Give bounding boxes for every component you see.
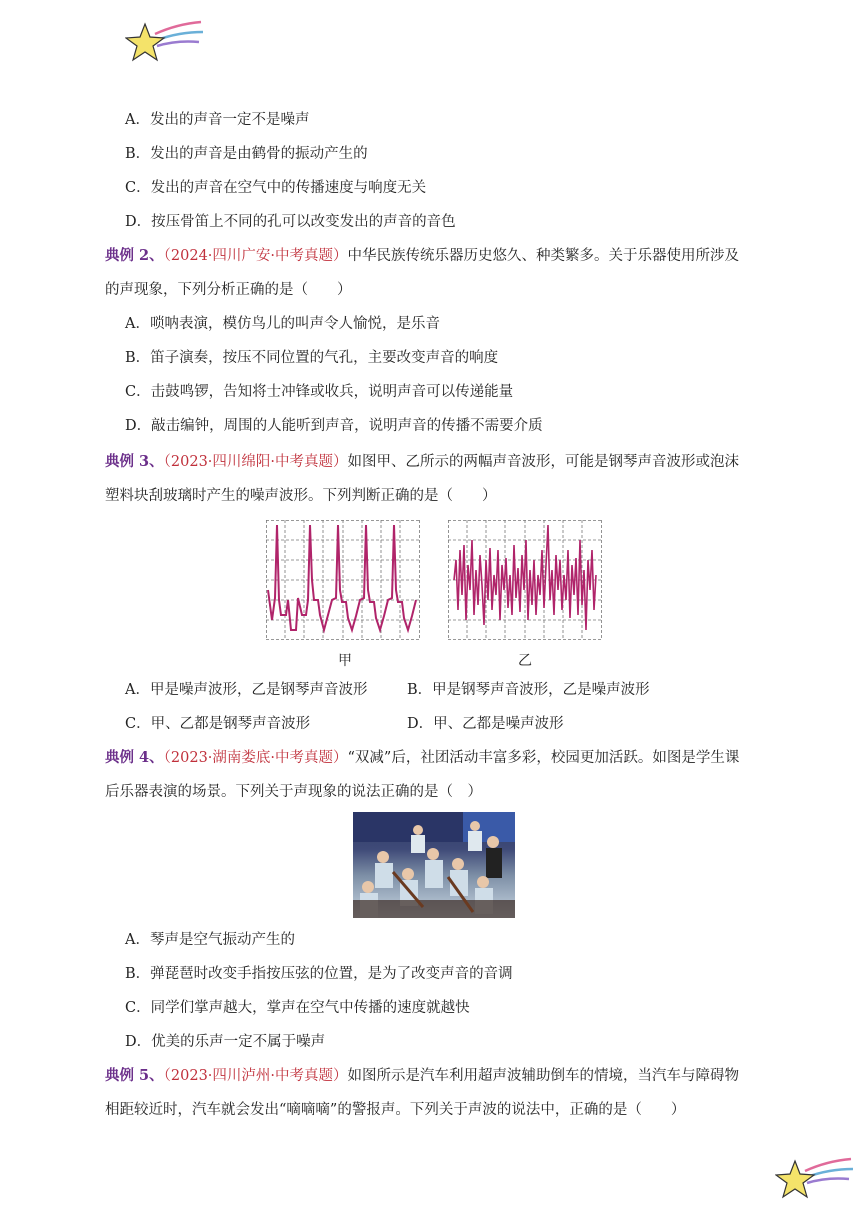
q4-stem [105, 748, 739, 768]
q5-stem [105, 1066, 739, 1086]
q5-stem-text: 如图所示是汽车利用超声波辅助倒车的情境，当汽车与障碍物 [347, 1068, 740, 1084]
q5-label: 典例 5、 [105, 1067, 164, 1084]
q3-option-b: B．甲是钢琴声音波形，乙是噪声波形 [407, 682, 650, 698]
q4-option-a: A．琴声是空气振动产生的 [125, 932, 295, 948]
q3-option-a: A．甲是噪声波形，乙是钢琴声音波形 [125, 682, 368, 698]
q2-label: 典例 2、 [105, 247, 164, 264]
q3-source: （2023·四川绵阳·中考真题） [163, 454, 348, 470]
q2-option-b: B．笛子演奏，按压不同位置的气孔，主要改变声音的响度 [125, 350, 499, 366]
q3-stem-text: 如图甲、乙所示的两幅声音波形，可能是钢琴声音波形或泡沫 [347, 454, 740, 470]
q2-stem [105, 246, 739, 266]
q2-source: （2024·四川广安·中考真题） [163, 248, 348, 264]
waveform-yi [448, 520, 602, 640]
star-decoration-icon [775, 1155, 855, 1203]
q5-source: （2023·四川泸州·中考真题） [163, 1068, 348, 1084]
q3-option-d: D．甲、乙都是噪声波形 [407, 716, 564, 732]
q4-option-c: C．同学们掌声越大，掌声在空气中传播的速度就越快 [125, 1000, 470, 1016]
caption-jia: 甲 [338, 653, 352, 669]
q3-stem [105, 452, 739, 472]
q1-option-d: D．按压骨笛上不同的孔可以改变发出的声音的音色 [125, 214, 456, 230]
q4-source: （2023·湖南娄底·中考真题） [163, 750, 348, 766]
q2-option-d: D．敲击编钟，周围的人能听到声音，说明声音的传播不需要介质 [125, 418, 543, 434]
q3-option-c: C．甲、乙都是钢琴声音波形 [125, 716, 311, 732]
caption-yi: 乙 [518, 653, 532, 669]
q2-stem-line2: 的声现象，下列分析正确的是（ ） [105, 282, 352, 298]
waveform-jia-line [268, 525, 416, 630]
q4-option-d: D．优美的乐声一定不属于噪声 [125, 1034, 326, 1050]
waveform-jia [266, 520, 420, 640]
q1-option-a: A．发出的声音一定不是噪声 [125, 112, 310, 128]
q5-stem-line2: 相距较近时，汽车就会发出“嘀嘀嘀”的警报声。下列关于声波的说法中，正确的是（ ） [105, 1102, 686, 1118]
q4-stem-text: “双减”后，社团活动丰富多彩，校园更加活跃。如图是学生课 [347, 750, 740, 766]
music-performance-photo [353, 812, 515, 918]
q2-option-a: A．唢呐表演，模仿鸟儿的叫声令人愉悦，是乐音 [125, 316, 440, 332]
q2-option-c: C．击鼓鸣锣，告知将士冲锋或收兵，说明声音可以传递能量 [125, 384, 514, 400]
q1-option-b: B．发出的声音是由鹤骨的振动产生的 [125, 146, 368, 162]
q1-option-c: C．发出的声音在空气中的传播速度与响度无关 [125, 180, 427, 196]
q4-option-b: B．弹琵琶时改变手指按压弦的位置，是为了改变声音的音调 [125, 966, 513, 982]
q2-stem-text: 中华民族传统乐器历史悠久、种类繁多。关于乐器使用所涉及 [347, 248, 740, 264]
q3-label: 典例 3、 [105, 453, 164, 470]
star-decoration-icon [125, 18, 205, 66]
q4-label: 典例 4、 [105, 749, 164, 766]
q4-stem-line2: 后乐器表演的场景。下列关于声现象的说法正确的是（ ） [105, 784, 482, 800]
q3-stem-line2: 塑料块刮玻璃时产生的噪声波形。下列判断正确的是（ ） [105, 488, 497, 504]
